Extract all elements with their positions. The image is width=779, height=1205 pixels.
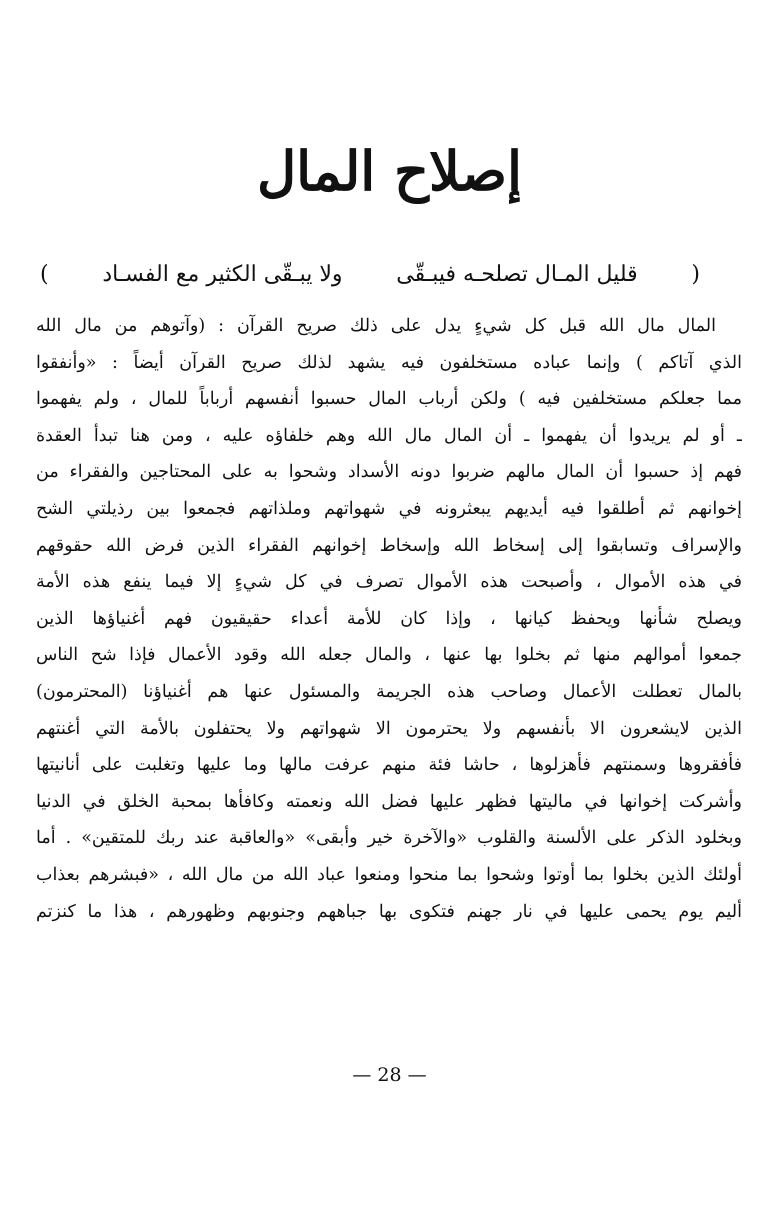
body-line: الذي آتاكم ) وإنما عباده مستخلفون فيه يشهد لذلك صريح القرآن أيضاً : «وأنفقوا [36,352,742,373]
page-number: — 28 — [352,1064,427,1086]
page-title: إصلاح المال [256,139,523,203]
body-line: أولئك الذين بخلوا بما أوتوا وشحوا بما منحوا ومنعوا عباد الله من مال الله ، «فبشرهم بعذاب [36,864,742,885]
body-text [36,308,742,930]
body-line: فأفقروها وسمنتهم فأهزلوها ، حاشا فئة منهم عرفت مالها وما عليها وتغلبت على أنانيتها [36,755,742,776]
body-line: وبخلود الذكر على الألسنة والقلوب «والآخرة خير وأبقى» «والعاقبة عند ربك للمتقين» . أما [36,828,742,849]
verse-close-paren: ) [40,262,49,287]
body-line: والإسراف وتسابقوا إلى إسخاط الله وإسخاط إخوانهم الفقراء الذين فرض الله حقوقهم [36,535,742,556]
body-line: ويصلح شأنها ويحفظ كيانها ، وإذا كان للأمة أعداء حقيقيون فهم أغنياؤها الذين [36,608,742,629]
verse-open-paren: ( [691,262,700,287]
body-line: في هذه الأموال ، وأصبحت هذه الأموال تصرف في كل شيءٍ إلا فيما ينفع هذه الأمة [36,572,742,593]
body-line: فهم إذ حسبوا أن المال مالهم ضربوا دونه الأسداد وشحوا به على المحتاجين والفقراء من [36,462,742,483]
body-line: جمعوا أموالهم منها ثم بخلوا بها عنها ، والمال جعله الله وقود الأعمال فإذا شح الناس [36,645,742,666]
body-line: أليم يوم يحمى عليها في نار جهنم فتكوى بها جباههم وجنوبهم وظهورهم ، هذا ما كنزتم [36,901,742,922]
body-line: ـ أو لم يريدوا أن يفهموا ـ أن المال مال الله وهم خلفاؤه عليه ، ومن هنا تبدأ العقدة [36,425,742,446]
body-line: وأشركت إخوانها في ماليتها فظهر عليها فضل الله ونعمته وكافأها بمحبة الخلق في الدنيا [36,791,742,812]
body-line: المال مال الله قبل كل شيءٍ يدل على ذلك صريح القرآن : (وآتوهم من مال الله [36,316,716,336]
body-line: مما جعلكم مستخلفين فيه ) ولكن أرباب المال حسبوا أنفسهم أرباباً للمال ، ولم يفهموا [36,389,742,410]
body-line: إخوانهم ثم أطلقوا فيه أيديهم يبعثرونه في شهواتهم وملذاتهم فجمعوا بين رذيلتي الشح [36,498,742,519]
verse-hemistich-first: قليل المـال تصلحـه فيبـقّى [396,262,638,287]
body-line: بالمال تعطلت الأعمال وصاحب هذه الجريمة والمسئول عنها هم أغنياؤنا (المحترمون) [36,681,742,702]
verse-hemistich-second: ولا يبـقّى الكثير مع الفسـاد [102,262,343,287]
poetry-verse [40,262,700,288]
body-line: الذين لايشعرون الا بأنفسهم ولا يحترمون الا شهواتهم ولا يحتفلون بالأمة التي أغنتهم [36,718,742,739]
